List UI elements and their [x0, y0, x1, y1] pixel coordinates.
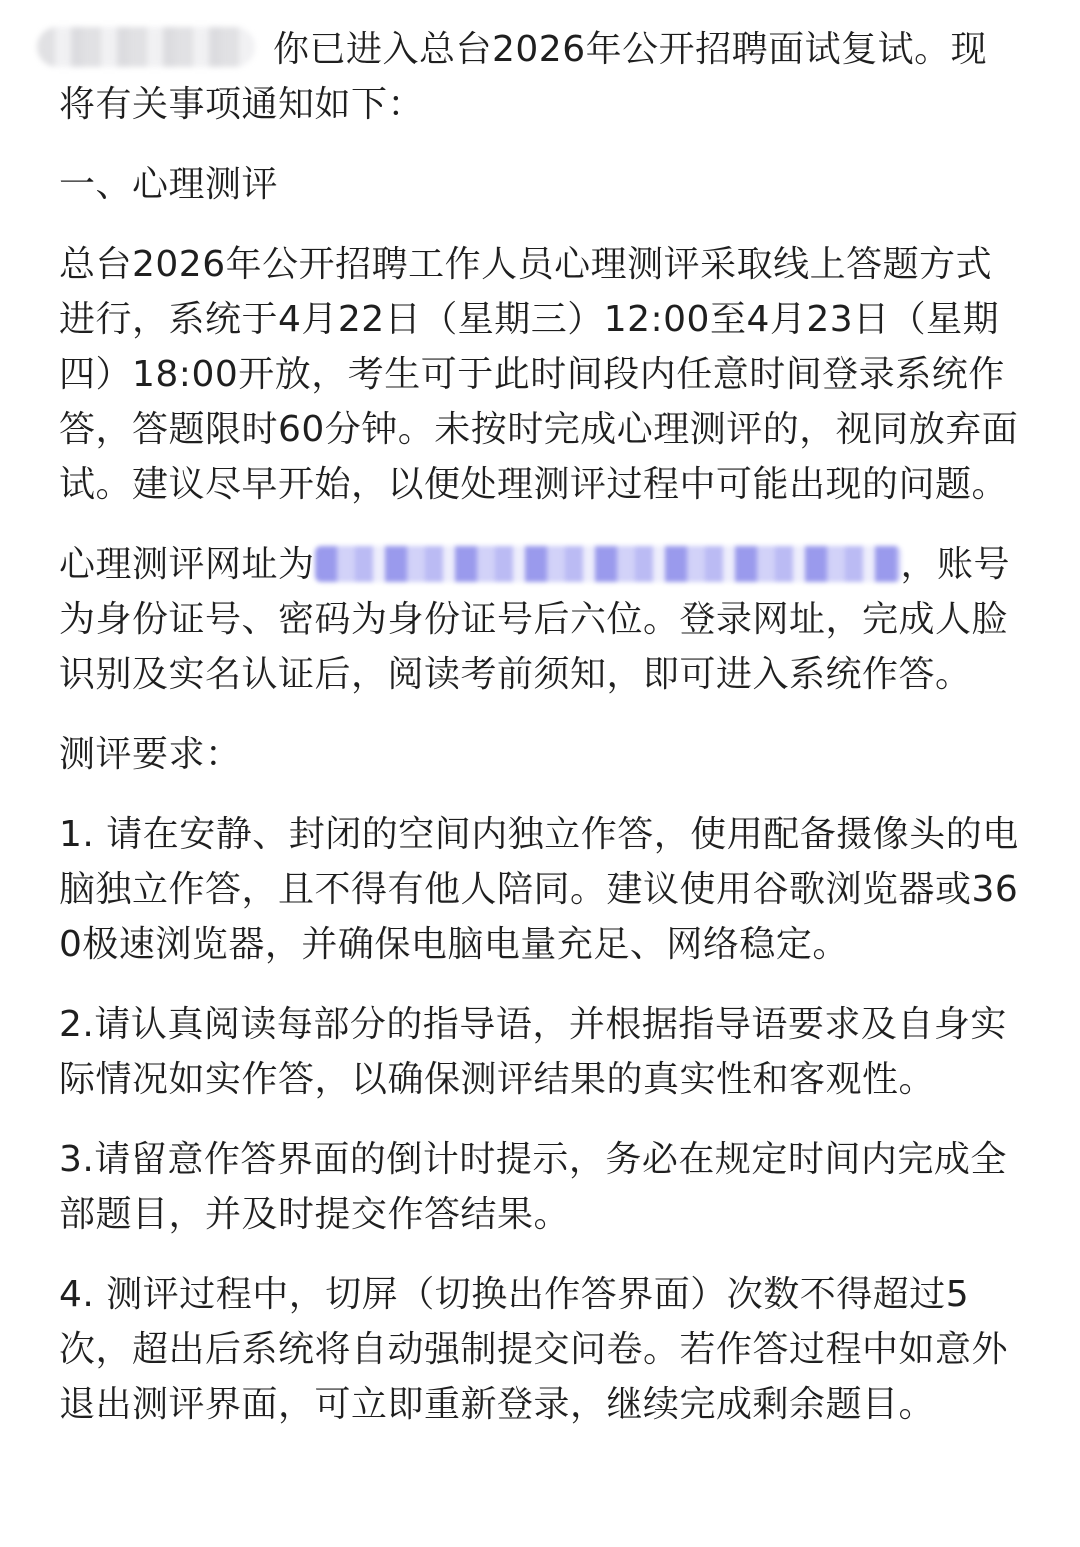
test-url-paragraph — [59, 537, 1023, 702]
redacted-name — [37, 27, 255, 67]
requirement-item-4: 4. 测评过程中，切屏（切换出作答界面）次数不得超过5次，超出后系统将自动强制提交问卷。若作答过程中如意外退出测评界面，可立即重新登录，继续完成剩余题目。 — [59, 1274, 1009, 1425]
requirement-item-3: 3.请留意作答界面的倒计时提示，务必在规定时间内完成全部题目，并及时提交作答结果。 — [59, 1139, 1007, 1235]
section-heading-psych-test: 一、心理测评 — [59, 164, 279, 205]
url-prefix-text: 心理测评网址为 — [59, 544, 315, 585]
intro-paragraph — [59, 22, 1023, 132]
notice-content — [59, 22, 1023, 1457]
requirement-item-2: 2.请认真阅读每部分的指导语，并根据指导语要求及自身实际情况如实作答，以确保测评结果的真实性和客观性。 — [59, 1004, 1007, 1100]
redacted-test-url-link[interactable] — [315, 546, 901, 582]
requirement-item-1: 1. 请在安静、封闭的空间内独立作答，使用配备摄像头的电脑独立作答，且不得有他人陪同。建议使用谷歌浏览器或360极速浏览器，并确保电脑电量充足、网络稳定。 — [59, 814, 1019, 965]
requirements-heading: 测评要求： — [59, 734, 242, 775]
section-body-psych-test: 总台2026年公开招聘工作人员心理测评采取线上答题方式进行，系统于4月22日（星期三）12:00至4月23日（星期四）18:00开放，考生可于此时间段内任意时间登录系统作答，答题限时60分钟。未按时完成心理测评的，视同放弃面试。建议尽早开始，以便处理测评过程中可能出现的问题。 — [59, 244, 1019, 505]
intro-text: 你已进入总台2026年公开招聘面试复试。现将有关事项通知如下： — [59, 29, 988, 125]
url-suffix-text: ，账号为身份证号、密码为身份证号后六位。登录网址，完成人脸识别及实名认证后，阅读考前须知，即可进入系统作答。 — [59, 544, 1011, 695]
